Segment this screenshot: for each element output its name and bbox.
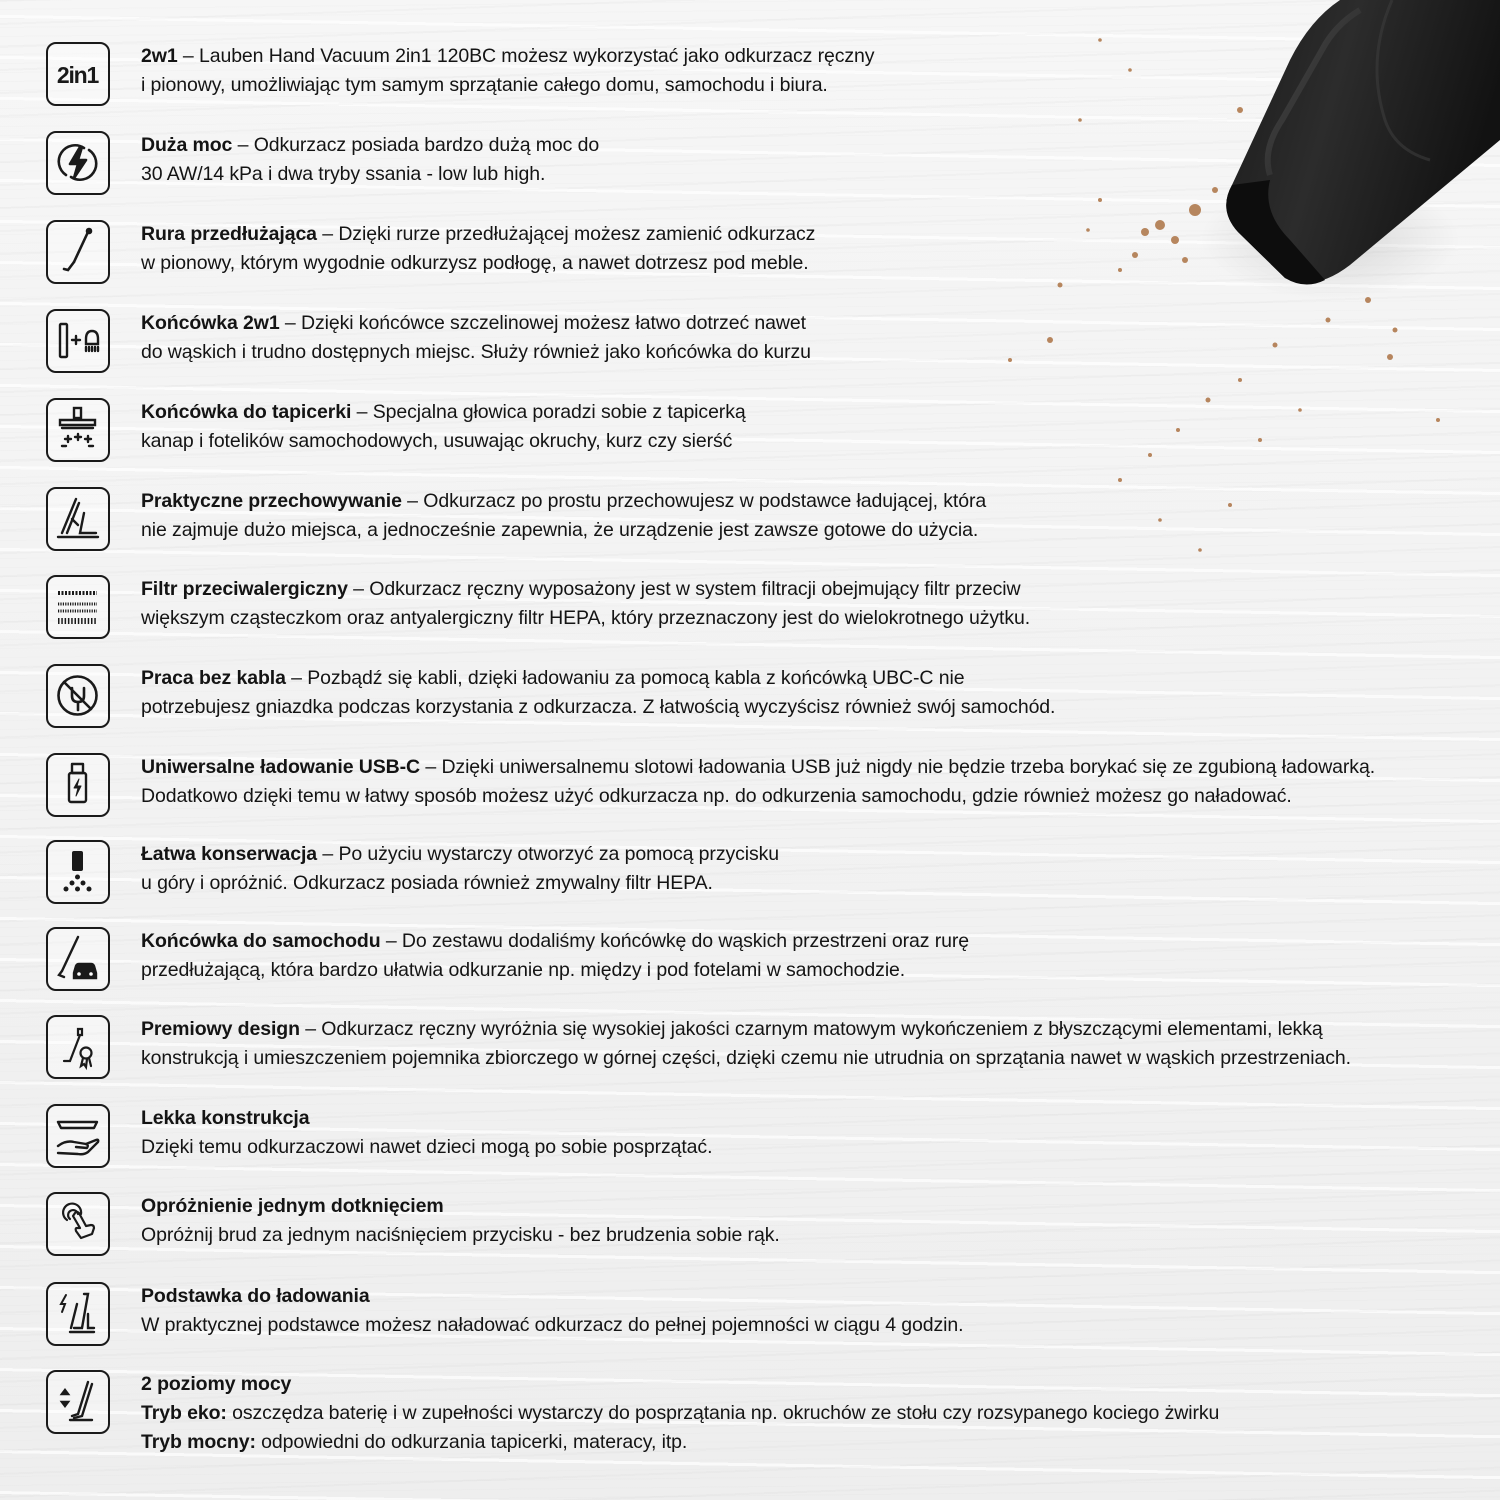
feature-title: Praca bez kabla xyxy=(141,667,286,689)
feature-description: Tryb mocny: odpowiedni do odkurzania tapicerki, materacy, itp. xyxy=(141,1431,688,1453)
feature-item xyxy=(46,1104,1486,1172)
feature-item xyxy=(46,840,1486,908)
feature-description: Do zestawu dodaliśmy końcówkę do wąskich przestrzeni oraz rurę xyxy=(401,930,970,952)
feature-item xyxy=(46,1282,1486,1350)
charging-stand-icon xyxy=(46,1282,110,1346)
feature-text: Uniwersalne ładowanie USB-C – Dzięki uniwersalnemu slotowi ładowania USB już nigdy nie będzie trzeba borykać się ze zgubioną ładowarką. Dodatkowo dzięki temu w łatwy sposób możesz użyć odkurzacza np. do odkurzenia samochodu, gdzie również możesz go naładować. xyxy=(141,753,1481,811)
feature-title: 2 poziomy mocy xyxy=(141,1373,292,1395)
feature-description: i pionowy, umożliwiając tym samym sprzątanie całego domu, samochodu i biura. xyxy=(141,74,828,96)
filter-icon xyxy=(46,575,110,639)
feature-description: 30 AW/14 kPa i dwa tryby ssania - low lub high. xyxy=(141,163,546,185)
feature-item xyxy=(46,487,1486,555)
feature-text xyxy=(141,1192,1481,1250)
feature-title: Końcówka do tapicerki xyxy=(141,401,352,423)
feature-item xyxy=(46,309,1486,377)
feature-description: Odkurzacz posiada bardzo dużą moc do xyxy=(253,134,600,156)
feature-item xyxy=(46,42,1486,110)
feature-text: Końcówka do samochodu – Do zestawu dodaliśmy końcówkę do wąskich przestrzeni oraz rurę przedłużającą, która bardzo ułatwia odkurzanie np. między i pod fotelami w samochodzie. xyxy=(141,927,1481,985)
feature-text xyxy=(141,1282,1481,1340)
feature-title: Lekka konstrukcja xyxy=(141,1107,310,1129)
feature-item xyxy=(46,1015,1486,1083)
feature-description: przedłużającą, która bardzo ułatwia odkurzanie np. między i pod fotelami w samochodzie. xyxy=(141,959,906,981)
feature-description: Specjalna głowica poradzi sobie z tapicerką xyxy=(372,401,746,423)
feature-title: Praktyczne przechowywanie xyxy=(141,490,402,512)
feature-text: Łatwa konserwacja – Po użyciu wystarczy otworzyć za pomocą przycisku u góry i opróżnić. Odkurzacz posiada również zmywalny filtr HEPA. xyxy=(141,840,1481,898)
feature-description: Tryb eko: oszczędza baterię i w zupełności wystarczy do posprzątania np. okruchów ze stołu czy rozsypanego kociego żwirku xyxy=(141,1402,1220,1424)
feature-description: Odkurzacz po prostu przechowujesz w podstawce ładującej, która xyxy=(423,490,987,512)
usb-c-charging-icon xyxy=(46,753,110,817)
premium-design-icon xyxy=(46,1015,110,1079)
feature-title: Rura przedłużająca xyxy=(141,223,317,245)
feature-description: u góry i opróżnić. Odkurzacz posiada również zmywalny filtr HEPA. xyxy=(141,872,713,894)
feature-item xyxy=(46,131,1486,199)
feature-description: Po użyciu wystarczy otworzyć za pomocą przycisku xyxy=(338,843,780,865)
feature-title: Duża moc xyxy=(141,134,233,156)
feature-item xyxy=(46,220,1486,288)
feature-title: Opróżnienie jednym dotknięciem xyxy=(141,1195,444,1217)
feature-text: Filtr przeciwalergiczny – Odkurzacz ręczny wyposażony jest w system filtracji obejmujący filtr przeciw większym cząsteczkom oraz antyalergiczny filtr HEPA, który przeznaczony jest do wielokrotnego użytku. xyxy=(141,575,1481,633)
feature-title: Podstawka do ładowania xyxy=(141,1285,370,1307)
feature-title: 2w1 xyxy=(141,45,178,67)
feature-description: Opróżnij brud za jednym naciśnięciem przycisku - bez brudzenia sobie rąk. xyxy=(141,1224,780,1246)
feature-text: Końcówka do tapicerki – Specjalna głowica poradzi sobie z tapicerką kanap i fotelików samochodowych, usuwając okruchy, kurz czy sierść xyxy=(141,398,1481,456)
storage-dock-icon xyxy=(46,487,110,551)
feature-text: 2w1 – Lauben Hand Vacuum 2in1 120BC możesz wykorzystać jako odkurzacz ręczny i pionowy, umożliwiając tym samym sprzątanie całego domu, samochodu i biura. xyxy=(141,42,1481,100)
feature-text: Praca bez kabla – Pozbądź się kabli, dzięki ładowaniu za pomocą kabla z końcówką UBC-C nie potrzebujesz gniazdka podczas korzystania z odkurzacza. Z łatwością wyczyścisz również swój samochód. xyxy=(141,664,1481,722)
feature-title: Łatwa konserwacja xyxy=(141,843,318,865)
two-in-one-icon xyxy=(46,42,110,106)
feature-description: do wąskich i trudno dostępnych miejsc. Służy również jako końcówka do kurzu xyxy=(141,341,811,363)
extension-tube-icon xyxy=(46,220,110,284)
feature-description: Dodatkowo dzięki temu w łatwy sposób możesz użyć odkurzacza np. do odkurzenia samochodu, gdzie również możesz go naładować. xyxy=(141,785,1292,807)
feature-title: Uniwersalne ładowanie USB-C xyxy=(141,756,421,778)
lightning-power-icon xyxy=(46,131,110,195)
crevice-brush-nozzle-icon xyxy=(46,309,110,373)
feature-title: Filtr przeciwalergiczny xyxy=(141,578,348,600)
feature-description: w pionowy, którym wygodnie odkurzysz podłogę, a nawet dotrzesz pod meble. xyxy=(141,252,809,274)
feature-item xyxy=(46,664,1486,732)
feature-text: Praktyczne przechowywanie – Odkurzacz po prostu przechowujesz w podstawce ładującej, która nie zajmuje dużo miejsca, a jednocześnie zapewnia, że urządzenie jest zawsze gotowe do użycia. xyxy=(141,487,1481,545)
feature-text: Duża moc – Odkurzacz posiada bardzo dużą moc do 30 AW/14 kPa i dwa tryby ssania - low lub high. xyxy=(141,131,1481,189)
one-touch-icon xyxy=(46,1192,110,1256)
lightweight-hand-icon xyxy=(46,1104,110,1168)
feature-text: Rura przedłużająca – Dzięki rurze przedłużającej możesz zamienić odkurzacz w pionowy, którym wygodnie odkurzysz podłogę, a nawet dotrzesz pod meble. xyxy=(141,220,1481,278)
feature-text: Premiowy design – Odkurzacz ręczny wyróżnia się wysokiej jakości czarnym matowym wykończeniem z błyszczącymi elementami, lekką konstrukcją i umieszczeniem pojemnika zbiorczego w górnej części, dzięki czemu nie utrudnia on sprzątania nawet w wąskich przestrzeniach. xyxy=(141,1015,1481,1073)
feature-text xyxy=(141,1370,1481,1457)
feature-description: większym cząsteczkom oraz antyalergiczny filtr HEPA, który przeznaczony jest do wielokrotnego użytku. xyxy=(141,607,1031,629)
feature-title: Końcówka do samochodu xyxy=(141,930,381,952)
feature-description: Dzięki uniwersalnemu slotowi ładowania USB już nigdy nie będzie trzeba borykać się ze zgubioną ładowarką. xyxy=(441,756,1376,778)
feature-item xyxy=(46,927,1486,995)
icon-text: 2in1 xyxy=(56,62,99,88)
feature-description: W praktycznej podstawce możesz naładować odkurzacz do pełnej pojemności w ciągu 4 godzin. xyxy=(141,1314,964,1336)
feature-description: Dzięki temu odkurzaczowi nawet dzieci mogą po sobie posprzątać. xyxy=(141,1136,713,1158)
feature-description: Lauben Hand Vacuum 2in1 120BC możesz wykorzystać jako odkurzacz ręczny xyxy=(198,45,875,67)
feature-description: Pozbądź się kabli, dzięki ładowaniu za pomocą kabla z końcówką UBC-C nie xyxy=(307,667,965,689)
feature-description: konstrukcją i umieszczeniem pojemnika zbiorczego w górnej części, dzięki czemu nie utrudnia on sprzątania nawet w wąskich przestrzeniach. xyxy=(141,1047,1351,1069)
feature-description: Odkurzacz ręczny wyróżnia się wysokiej jakości czarnym matowym wykończeniem z błyszczącymi elementami, lekką xyxy=(321,1018,1323,1040)
feature-item xyxy=(46,1192,1486,1260)
feature-text xyxy=(141,1104,1481,1162)
feature-title: Premiowy design xyxy=(141,1018,300,1040)
car-nozzle-icon xyxy=(46,927,110,991)
no-cable-icon xyxy=(46,664,110,728)
feature-title: Końcówka 2w1 xyxy=(141,312,280,334)
feature-item xyxy=(46,1370,1486,1460)
feature-item xyxy=(46,753,1486,821)
easy-empty-container-icon xyxy=(46,840,110,904)
feature-description: potrzebujesz gniazdka podczas korzystania z odkurzacza. Z łatwością wyczyścisz również swój samochód. xyxy=(141,696,1056,718)
power-levels-icon xyxy=(46,1370,110,1434)
feature-text: Końcówka 2w1 – Dzięki końcówce szczelinowej możesz łatwo dotrzeć nawet do wąskich i trudno dostępnych miejsc. Służy również jako końcówka do kurzu xyxy=(141,309,1481,367)
feature-description: Dzięki końcówce szczelinowej możesz łatwo dotrzeć nawet xyxy=(301,312,806,334)
feature-description: Dzięki rurze przedłużającej możesz zamienić odkurzacz xyxy=(338,223,816,245)
feature-description: kanap i fotelików samochodowych, usuwając okruchy, kurz czy sierść xyxy=(141,430,733,452)
feature-item xyxy=(46,398,1486,466)
feature-description: Odkurzacz ręczny wyposażony jest w system filtracji obejmujący filtr przeciw xyxy=(369,578,1021,600)
feature-item xyxy=(46,575,1486,643)
upholstery-nozzle-icon xyxy=(46,398,110,462)
feature-description: nie zajmuje dużo miejsca, a jednocześnie zapewnia, że urządzenie jest zawsze gotowe do użycia. xyxy=(141,519,979,541)
